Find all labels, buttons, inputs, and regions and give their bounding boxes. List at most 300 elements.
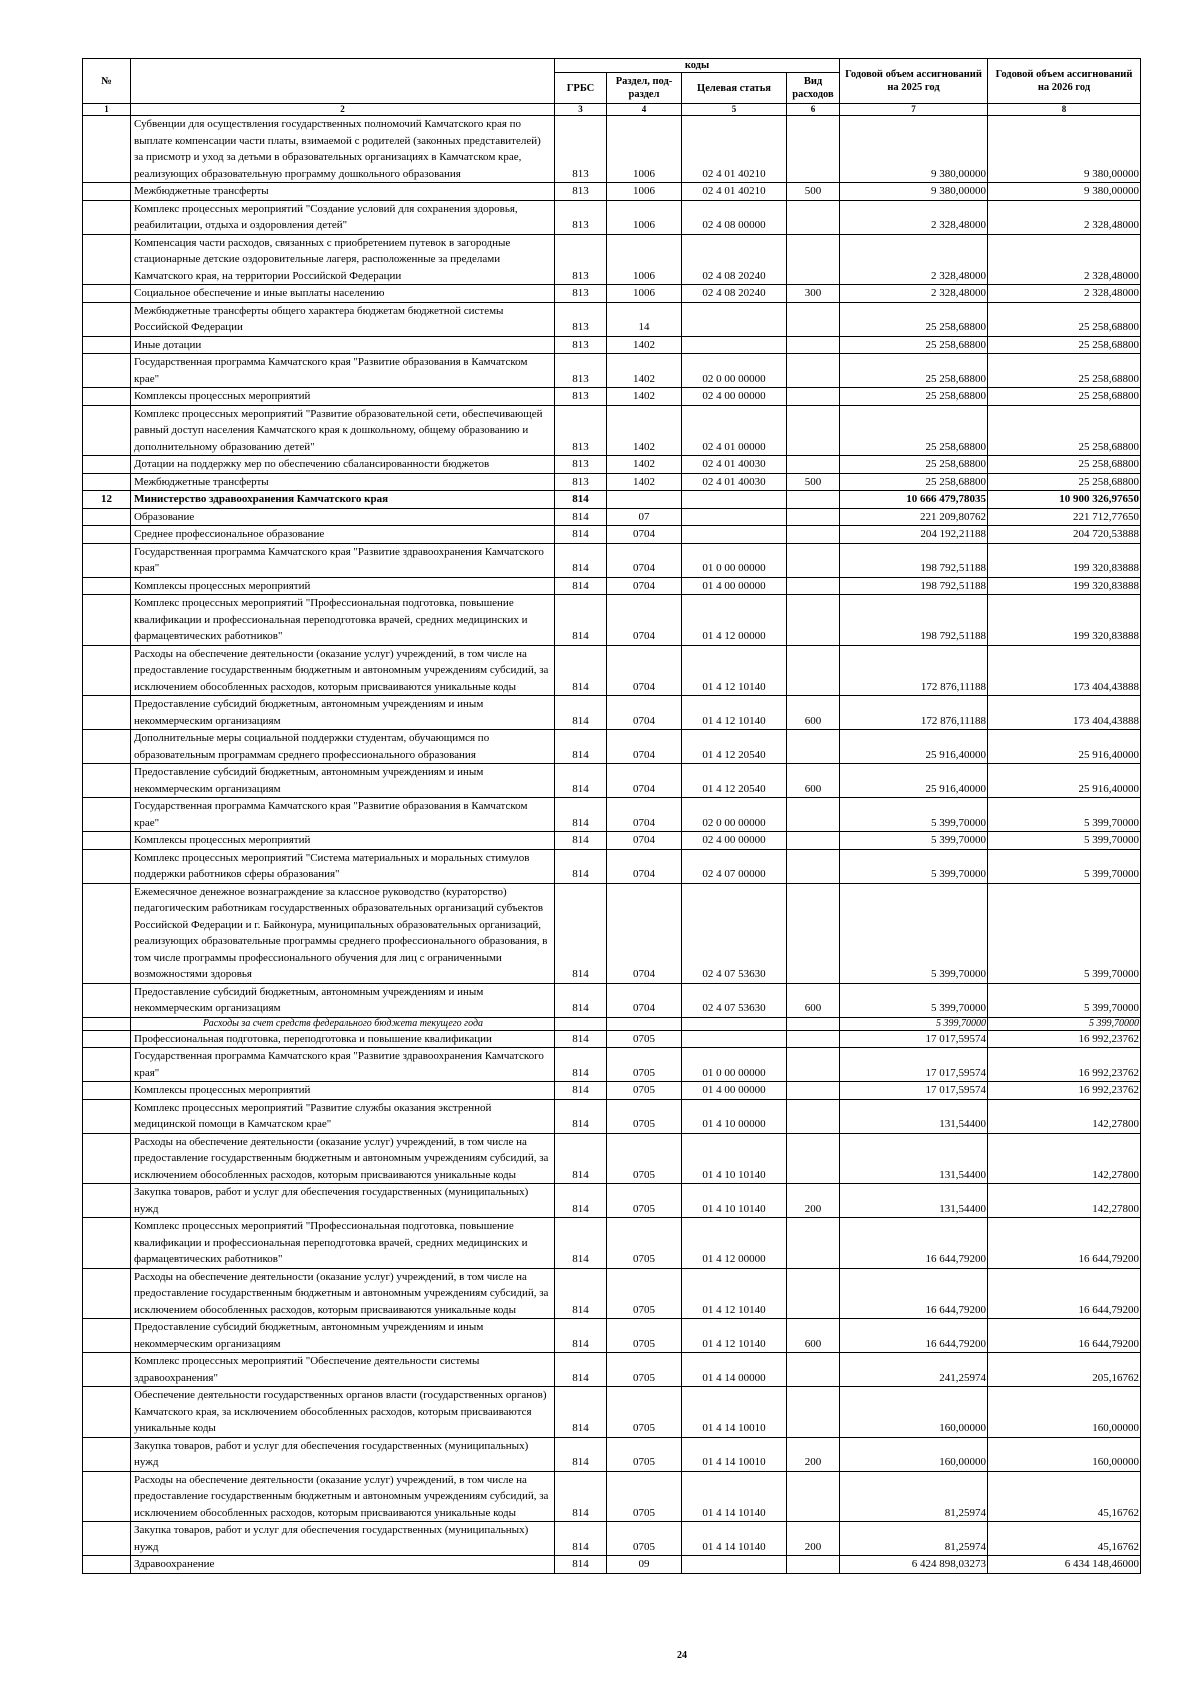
table-row bbox=[83, 1082, 1141, 1100]
row-amount-2025: 2 328,48000 bbox=[840, 200, 988, 234]
row-expense-type bbox=[787, 491, 840, 509]
row-grbs: 813 bbox=[555, 336, 607, 354]
table-row bbox=[83, 696, 1141, 730]
row-target: 01 4 12 10140 bbox=[682, 1268, 787, 1319]
table-row bbox=[83, 1522, 1141, 1556]
row-section: 0705 bbox=[607, 1218, 682, 1269]
row-amount-2025: 25 258,68800 bbox=[840, 473, 988, 491]
row-target bbox=[682, 491, 787, 509]
row-grbs: 814 bbox=[555, 1133, 607, 1184]
row-number bbox=[83, 1218, 131, 1269]
row-grbs: 814 bbox=[555, 764, 607, 798]
row-expense-type: 600 bbox=[787, 764, 840, 798]
row-expense-type: 600 bbox=[787, 983, 840, 1017]
row-expense-type bbox=[787, 200, 840, 234]
row-amount-2025: 25 916,40000 bbox=[840, 764, 988, 798]
row-name: Предоставление субсидий бюджетным, автономным учреждениям и иным некоммерческим организациям bbox=[131, 983, 555, 1017]
row-amount-2025: 25 258,68800 bbox=[840, 405, 988, 456]
row-number bbox=[83, 696, 131, 730]
colnum-7: 7 bbox=[840, 104, 988, 116]
table-row bbox=[83, 832, 1141, 850]
row-amount-2026: 16 992,23762 bbox=[988, 1030, 1141, 1048]
row-section: 09 bbox=[607, 1556, 682, 1574]
row-expense-type bbox=[787, 1048, 840, 1082]
row-number bbox=[83, 405, 131, 456]
row-section: 1402 bbox=[607, 354, 682, 388]
row-grbs: 813 bbox=[555, 473, 607, 491]
row-target: 02 4 01 00000 bbox=[682, 405, 787, 456]
row-amount-2026: 5 399,70000 bbox=[988, 983, 1141, 1017]
header-vol2025: Годовой объем ассигнований на 2025 год bbox=[840, 59, 988, 104]
row-amount-2026: 205,16762 bbox=[988, 1353, 1141, 1387]
row-target: 01 4 10 10140 bbox=[682, 1133, 787, 1184]
row-target: 01 0 00 00000 bbox=[682, 543, 787, 577]
row-number bbox=[83, 1319, 131, 1353]
table-row bbox=[83, 116, 1141, 183]
row-section: 1006 bbox=[607, 116, 682, 183]
row-amount-2025: 16 644,79200 bbox=[840, 1319, 988, 1353]
row-name: Комплексы процессных мероприятий bbox=[131, 832, 555, 850]
row-amount-2025: 25 258,68800 bbox=[840, 336, 988, 354]
row-name: Компенсация части расходов, связанных с приобретением путевок в загородные стационарные детские оздоровительные лагеря, расположенные за пределами Камчатского края, на территории Российской Федерации bbox=[131, 234, 555, 285]
table-row bbox=[83, 456, 1141, 474]
row-number bbox=[83, 645, 131, 696]
row-section: 0705 bbox=[607, 1471, 682, 1522]
row-amount-2026: 142,27800 bbox=[988, 1133, 1141, 1184]
row-amount-2026: 16 992,23762 bbox=[988, 1048, 1141, 1082]
row-amount-2025: 9 380,00000 bbox=[840, 116, 988, 183]
row-name: Субвенции для осуществления государственных полномочий Камчатского края по выплате компенсации части платы, взимаемой с родителей (законных представителей) за присмотр и уход за детьми в образовательных организациях в Камчатском крае, реализующих образовательную программу дошкольного образования bbox=[131, 116, 555, 183]
row-target: 01 4 14 10010 bbox=[682, 1387, 787, 1438]
row-number bbox=[83, 1082, 131, 1100]
row-grbs: 814 bbox=[555, 577, 607, 595]
row-amount-2026: 16 992,23762 bbox=[988, 1082, 1141, 1100]
row-expense-type bbox=[787, 1353, 840, 1387]
header-grbs: ГРБС bbox=[555, 73, 607, 104]
header-name bbox=[131, 59, 555, 104]
row-expense-type bbox=[787, 577, 840, 595]
row-expense-type bbox=[787, 798, 840, 832]
row-expense-type: 200 bbox=[787, 1437, 840, 1471]
row-amount-2026: 173 404,43888 bbox=[988, 645, 1141, 696]
table-row bbox=[83, 1099, 1141, 1133]
row-amount-2026: 25 916,40000 bbox=[988, 730, 1141, 764]
row-amount-2025: 2 328,48000 bbox=[840, 234, 988, 285]
header-target: Целевая статья bbox=[682, 73, 787, 104]
row-number bbox=[83, 456, 131, 474]
row-section: 0705 bbox=[607, 1353, 682, 1387]
row-number bbox=[83, 234, 131, 285]
row-number bbox=[83, 116, 131, 183]
row-number bbox=[83, 1471, 131, 1522]
row-section: 0705 bbox=[607, 1030, 682, 1048]
header-expense-type: Вид расходов bbox=[787, 73, 840, 104]
row-expense-type: 500 bbox=[787, 473, 840, 491]
row-amount-2025: 17 017,59574 bbox=[840, 1048, 988, 1082]
row-expense-type bbox=[787, 456, 840, 474]
row-expense-type bbox=[787, 336, 840, 354]
row-grbs: 814 bbox=[555, 1268, 607, 1319]
row-amount-2026: 5 399,70000 bbox=[988, 1017, 1141, 1030]
row-grbs: 814 bbox=[555, 883, 607, 983]
row-section: 0704 bbox=[607, 849, 682, 883]
row-grbs: 814 bbox=[555, 849, 607, 883]
row-target: 01 4 12 00000 bbox=[682, 1218, 787, 1269]
row-grbs: 814 bbox=[555, 1387, 607, 1438]
row-grbs: 814 bbox=[555, 508, 607, 526]
row-expense-type bbox=[787, 354, 840, 388]
row-number: 12 bbox=[83, 491, 131, 509]
row-grbs: 814 bbox=[555, 645, 607, 696]
table-row bbox=[83, 543, 1141, 577]
row-amount-2026: 25 258,68800 bbox=[988, 302, 1141, 336]
row-section: 0704 bbox=[607, 577, 682, 595]
table-row bbox=[83, 405, 1141, 456]
row-section: 0705 bbox=[607, 1048, 682, 1082]
row-amount-2026: 25 258,68800 bbox=[988, 336, 1141, 354]
row-number bbox=[83, 595, 131, 646]
header-row-top bbox=[83, 59, 1141, 73]
row-expense-type bbox=[787, 302, 840, 336]
row-section bbox=[607, 1017, 682, 1030]
row-amount-2025: 160,00000 bbox=[840, 1387, 988, 1438]
row-number bbox=[83, 849, 131, 883]
row-target: 01 4 14 10140 bbox=[682, 1522, 787, 1556]
row-number bbox=[83, 526, 131, 544]
row-name: Расходы на обеспечение деятельности (оказание услуг) учреждений, в том числе на предоставление государственным бюджетным и автономным учреждениям субсидий, за исключением обособленных расходов, которым присваиваются уникальные коды bbox=[131, 1268, 555, 1319]
table-row bbox=[83, 388, 1141, 406]
row-name: Комплексы процессных мероприятий bbox=[131, 388, 555, 406]
row-grbs: 814 bbox=[555, 595, 607, 646]
row-expense-type bbox=[787, 1268, 840, 1319]
row-amount-2025: 17 017,59574 bbox=[840, 1030, 988, 1048]
table-row bbox=[83, 1048, 1141, 1082]
row-amount-2025: 221 209,80762 bbox=[840, 508, 988, 526]
row-number bbox=[83, 1387, 131, 1438]
row-target: 01 4 10 00000 bbox=[682, 1099, 787, 1133]
row-grbs: 814 bbox=[555, 1437, 607, 1471]
row-target bbox=[682, 302, 787, 336]
row-number bbox=[83, 354, 131, 388]
row-section: 1006 bbox=[607, 234, 682, 285]
budget-table bbox=[82, 58, 1141, 1574]
row-target: 01 4 00 00000 bbox=[682, 1082, 787, 1100]
row-expense-type bbox=[787, 883, 840, 983]
row-expense-type bbox=[787, 595, 840, 646]
row-name: Образование bbox=[131, 508, 555, 526]
row-grbs: 814 bbox=[555, 1522, 607, 1556]
row-amount-2025: 16 644,79200 bbox=[840, 1268, 988, 1319]
table-row bbox=[83, 183, 1141, 201]
row-grbs: 813 bbox=[555, 183, 607, 201]
table-row bbox=[83, 983, 1141, 1017]
row-name: Среднее профессиональное образование bbox=[131, 526, 555, 544]
row-name: Дотации на поддержку мер по обеспечению сбалансированности бюджетов bbox=[131, 456, 555, 474]
table-row bbox=[83, 1268, 1141, 1319]
row-grbs: 813 bbox=[555, 405, 607, 456]
row-name: Комплекс процессных мероприятий "Развитие образовательной сети, обеспечивающей равный доступ населения Камчатского края к дошкольному, общему образованию и дополнительному образованию детей" bbox=[131, 405, 555, 456]
row-target: 02 4 00 00000 bbox=[682, 388, 787, 406]
table-row bbox=[83, 764, 1141, 798]
row-section: 0704 bbox=[607, 764, 682, 798]
row-number bbox=[83, 388, 131, 406]
row-section: 0705 bbox=[607, 1387, 682, 1438]
row-name: Закупка товаров, работ и услуг для обеспечения государственных (муниципальных) нужд bbox=[131, 1184, 555, 1218]
row-amount-2026: 25 258,68800 bbox=[988, 354, 1141, 388]
table-row bbox=[83, 1471, 1141, 1522]
row-amount-2025: 241,25974 bbox=[840, 1353, 988, 1387]
row-section: 1402 bbox=[607, 336, 682, 354]
row-number bbox=[83, 183, 131, 201]
row-expense-type: 500 bbox=[787, 183, 840, 201]
row-expense-type bbox=[787, 730, 840, 764]
row-target: 01 4 12 20540 bbox=[682, 764, 787, 798]
row-name: Предоставление субсидий бюджетным, автономным учреждениям и иным некоммерческим организациям bbox=[131, 1319, 555, 1353]
row-name: Закупка товаров, работ и услуг для обеспечения государственных (муниципальных) нужд bbox=[131, 1437, 555, 1471]
row-expense-type bbox=[787, 508, 840, 526]
table-row bbox=[83, 849, 1141, 883]
header-codes: коды bbox=[555, 59, 840, 73]
row-grbs: 814 bbox=[555, 1471, 607, 1522]
row-section: 0704 bbox=[607, 543, 682, 577]
row-section: 1006 bbox=[607, 200, 682, 234]
row-name: Государственная программа Камчатского края "Развитие здравоохранения Камчатского края" bbox=[131, 543, 555, 577]
table-row bbox=[83, 1437, 1141, 1471]
row-section: 0705 bbox=[607, 1268, 682, 1319]
row-section: 0705 bbox=[607, 1082, 682, 1100]
colnum-8: 8 bbox=[988, 104, 1141, 116]
row-target: 02 0 00 00000 bbox=[682, 354, 787, 388]
row-target: 02 4 08 00000 bbox=[682, 200, 787, 234]
row-grbs: 814 bbox=[555, 696, 607, 730]
row-name: Иные дотации bbox=[131, 336, 555, 354]
row-section: 0704 bbox=[607, 730, 682, 764]
row-target: 01 4 10 10140 bbox=[682, 1184, 787, 1218]
row-section: 0704 bbox=[607, 883, 682, 983]
row-target: 01 0 00 00000 bbox=[682, 1048, 787, 1082]
row-number bbox=[83, 508, 131, 526]
row-expense-type: 600 bbox=[787, 696, 840, 730]
row-section: 14 bbox=[607, 302, 682, 336]
row-amount-2026: 199 320,83888 bbox=[988, 543, 1141, 577]
colnum-4: 4 bbox=[607, 104, 682, 116]
row-grbs: 814 bbox=[555, 526, 607, 544]
row-section: 1402 bbox=[607, 456, 682, 474]
row-name: Государственная программа Камчатского края "Развитие образования в Камчатском крае" bbox=[131, 354, 555, 388]
row-name: Ежемесячное денежное вознаграждение за классное руководство (кураторство) педагогическим работникам государственных образовательных организаций субъектов Российской Федерации и г. Байконура, муниципальных образовательных организаций, реализующих образовательные программы среднего профессионального образования, в том числе программы профессионального обучения для лиц с ограниченными возможностями здоровья bbox=[131, 883, 555, 983]
row-grbs bbox=[555, 1017, 607, 1030]
row-number bbox=[83, 798, 131, 832]
row-expense-type bbox=[787, 1017, 840, 1030]
row-target: 02 4 08 20240 bbox=[682, 234, 787, 285]
row-name: Обеспечение деятельности государственных органов власти (государственных органов) Камчатского края, за исключением обособленных расходов, которым присваиваются уникальные коды bbox=[131, 1387, 555, 1438]
row-amount-2026: 173 404,43888 bbox=[988, 696, 1141, 730]
row-target: 01 4 00 00000 bbox=[682, 577, 787, 595]
row-grbs: 814 bbox=[555, 1030, 607, 1048]
row-number bbox=[83, 1268, 131, 1319]
row-grbs: 814 bbox=[555, 1353, 607, 1387]
table-row bbox=[83, 200, 1141, 234]
row-name: Социальное обеспечение и иные выплаты населению bbox=[131, 285, 555, 303]
row-expense-type: 200 bbox=[787, 1522, 840, 1556]
table-row bbox=[83, 302, 1141, 336]
row-amount-2025: 2 328,48000 bbox=[840, 285, 988, 303]
header-column-numbers bbox=[83, 104, 1141, 116]
row-amount-2026: 9 380,00000 bbox=[988, 116, 1141, 183]
row-amount-2025: 198 792,51188 bbox=[840, 595, 988, 646]
row-number bbox=[83, 1522, 131, 1556]
row-grbs: 814 bbox=[555, 1099, 607, 1133]
row-number bbox=[83, 577, 131, 595]
row-amount-2025: 5 399,70000 bbox=[840, 883, 988, 983]
row-expense-type bbox=[787, 405, 840, 456]
table-row bbox=[83, 1319, 1141, 1353]
row-amount-2025: 5 399,70000 bbox=[840, 1017, 988, 1030]
row-target: 01 4 12 00000 bbox=[682, 595, 787, 646]
row-grbs: 814 bbox=[555, 543, 607, 577]
row-amount-2026: 25 258,68800 bbox=[988, 473, 1141, 491]
row-section: 1402 bbox=[607, 405, 682, 456]
row-number bbox=[83, 200, 131, 234]
row-amount-2026: 142,27800 bbox=[988, 1184, 1141, 1218]
row-name: Здравоохранение bbox=[131, 1556, 555, 1574]
row-name: Межбюджетные трансферты bbox=[131, 473, 555, 491]
row-name: Межбюджетные трансферты bbox=[131, 183, 555, 201]
row-number bbox=[83, 1437, 131, 1471]
row-name: Дополнительные меры социальной поддержки студентам, обучающимся по образовательным программам среднего профессионального образования bbox=[131, 730, 555, 764]
row-target: 02 0 00 00000 bbox=[682, 798, 787, 832]
table-row bbox=[83, 491, 1141, 509]
row-amount-2026: 25 258,68800 bbox=[988, 456, 1141, 474]
row-grbs: 814 bbox=[555, 1184, 607, 1218]
row-amount-2025: 5 399,70000 bbox=[840, 798, 988, 832]
row-section: 0705 bbox=[607, 1437, 682, 1471]
table-row bbox=[83, 595, 1141, 646]
row-name: Профессиональная подготовка, переподготовка и повышение квалификации bbox=[131, 1030, 555, 1048]
row-section: 07 bbox=[607, 508, 682, 526]
row-grbs: 813 bbox=[555, 234, 607, 285]
row-expense-type bbox=[787, 116, 840, 183]
row-section: 0705 bbox=[607, 1184, 682, 1218]
table-row bbox=[83, 645, 1141, 696]
row-name: Комплекс процессных мероприятий "Система материальных и моральных стимулов поддержки работников сферы образования" bbox=[131, 849, 555, 883]
table-row bbox=[83, 1218, 1141, 1269]
row-section: 0704 bbox=[607, 798, 682, 832]
row-amount-2026: 5 399,70000 bbox=[988, 849, 1141, 883]
row-section: 0704 bbox=[607, 595, 682, 646]
row-target bbox=[682, 508, 787, 526]
row-amount-2026: 16 644,79200 bbox=[988, 1218, 1141, 1269]
row-section: 1006 bbox=[607, 183, 682, 201]
row-target: 02 4 01 40030 bbox=[682, 473, 787, 491]
row-target: 02 4 01 40030 bbox=[682, 456, 787, 474]
row-name: Государственная программа Камчатского края "Развитие образования в Камчатском крае" bbox=[131, 798, 555, 832]
row-target: 01 4 12 10140 bbox=[682, 696, 787, 730]
row-expense-type bbox=[787, 234, 840, 285]
row-section: 0704 bbox=[607, 832, 682, 850]
row-target: 01 4 12 10140 bbox=[682, 1319, 787, 1353]
row-section bbox=[607, 491, 682, 509]
row-section: 0704 bbox=[607, 696, 682, 730]
row-expense-type: 300 bbox=[787, 285, 840, 303]
page-number: 24 bbox=[677, 1650, 687, 1661]
row-amount-2026: 142,27800 bbox=[988, 1099, 1141, 1133]
row-grbs: 813 bbox=[555, 388, 607, 406]
row-amount-2025: 5 399,70000 bbox=[840, 849, 988, 883]
row-target bbox=[682, 1030, 787, 1048]
row-amount-2025: 131,54400 bbox=[840, 1133, 988, 1184]
table-row bbox=[83, 798, 1141, 832]
row-target: 02 4 01 40210 bbox=[682, 183, 787, 201]
row-target: 02 4 08 20240 bbox=[682, 285, 787, 303]
row-amount-2026: 9 380,00000 bbox=[988, 183, 1141, 201]
row-amount-2026: 10 900 326,97650 bbox=[988, 491, 1141, 509]
header-vol2026: Годовой объем ассигнований на 2026 год bbox=[988, 59, 1141, 104]
row-amount-2025: 160,00000 bbox=[840, 1437, 988, 1471]
row-amount-2026: 221 712,77650 bbox=[988, 508, 1141, 526]
row-section: 0704 bbox=[607, 526, 682, 544]
row-target bbox=[682, 1556, 787, 1574]
colnum-3: 3 bbox=[555, 104, 607, 116]
row-grbs: 814 bbox=[555, 1319, 607, 1353]
row-name: Предоставление субсидий бюджетным, автономным учреждениям и иным некоммерческим организациям bbox=[131, 764, 555, 798]
row-number bbox=[83, 1353, 131, 1387]
row-amount-2026: 199 320,83888 bbox=[988, 595, 1141, 646]
row-expense-type bbox=[787, 1133, 840, 1184]
row-expense-type bbox=[787, 832, 840, 850]
table-row bbox=[83, 508, 1141, 526]
row-amount-2025: 25 916,40000 bbox=[840, 730, 988, 764]
row-amount-2025: 131,54400 bbox=[840, 1099, 988, 1133]
row-number bbox=[83, 983, 131, 1017]
table-row bbox=[83, 473, 1141, 491]
row-amount-2026: 5 399,70000 bbox=[988, 832, 1141, 850]
row-number bbox=[83, 1099, 131, 1133]
row-section: 0705 bbox=[607, 1099, 682, 1133]
row-target: 01 4 12 20540 bbox=[682, 730, 787, 764]
row-name: Комплекс процессных мероприятий "Развитие службы оказания экстренной медицинской помощи в Камчатском крае" bbox=[131, 1099, 555, 1133]
row-amount-2026: 160,00000 bbox=[988, 1437, 1141, 1471]
table-row bbox=[83, 730, 1141, 764]
row-name: Комплексы процессных мероприятий bbox=[131, 577, 555, 595]
row-amount-2025: 6 424 898,03273 bbox=[840, 1556, 988, 1574]
row-expense-type: 600 bbox=[787, 1319, 840, 1353]
row-amount-2025: 198 792,51188 bbox=[840, 543, 988, 577]
header-section: Раздел, под-раздел bbox=[607, 73, 682, 104]
row-number bbox=[83, 285, 131, 303]
row-amount-2026: 199 320,83888 bbox=[988, 577, 1141, 595]
row-number bbox=[83, 730, 131, 764]
row-section: 1402 bbox=[607, 473, 682, 491]
row-number bbox=[83, 336, 131, 354]
colnum-2: 2 bbox=[131, 104, 555, 116]
row-target: 01 4 14 10140 bbox=[682, 1471, 787, 1522]
row-amount-2026: 2 328,48000 bbox=[988, 234, 1141, 285]
row-name: Расходы за счет средств федерального бюджета текущего года bbox=[131, 1017, 555, 1030]
row-amount-2026: 5 399,70000 bbox=[988, 883, 1141, 983]
row-amount-2025: 25 258,68800 bbox=[840, 388, 988, 406]
row-expense-type bbox=[787, 1556, 840, 1574]
row-amount-2026: 16 644,79200 bbox=[988, 1268, 1141, 1319]
row-amount-2026: 2 328,48000 bbox=[988, 200, 1141, 234]
row-name: Министерство здравоохранения Камчатского края bbox=[131, 491, 555, 509]
row-grbs: 814 bbox=[555, 1082, 607, 1100]
row-target: 01 4 14 10010 bbox=[682, 1437, 787, 1471]
row-name: Закупка товаров, работ и услуг для обеспечения государственных (муниципальных) нужд bbox=[131, 1522, 555, 1556]
row-amount-2025: 204 192,21188 bbox=[840, 526, 988, 544]
row-section: 0705 bbox=[607, 1319, 682, 1353]
row-amount-2025: 25 258,68800 bbox=[840, 456, 988, 474]
